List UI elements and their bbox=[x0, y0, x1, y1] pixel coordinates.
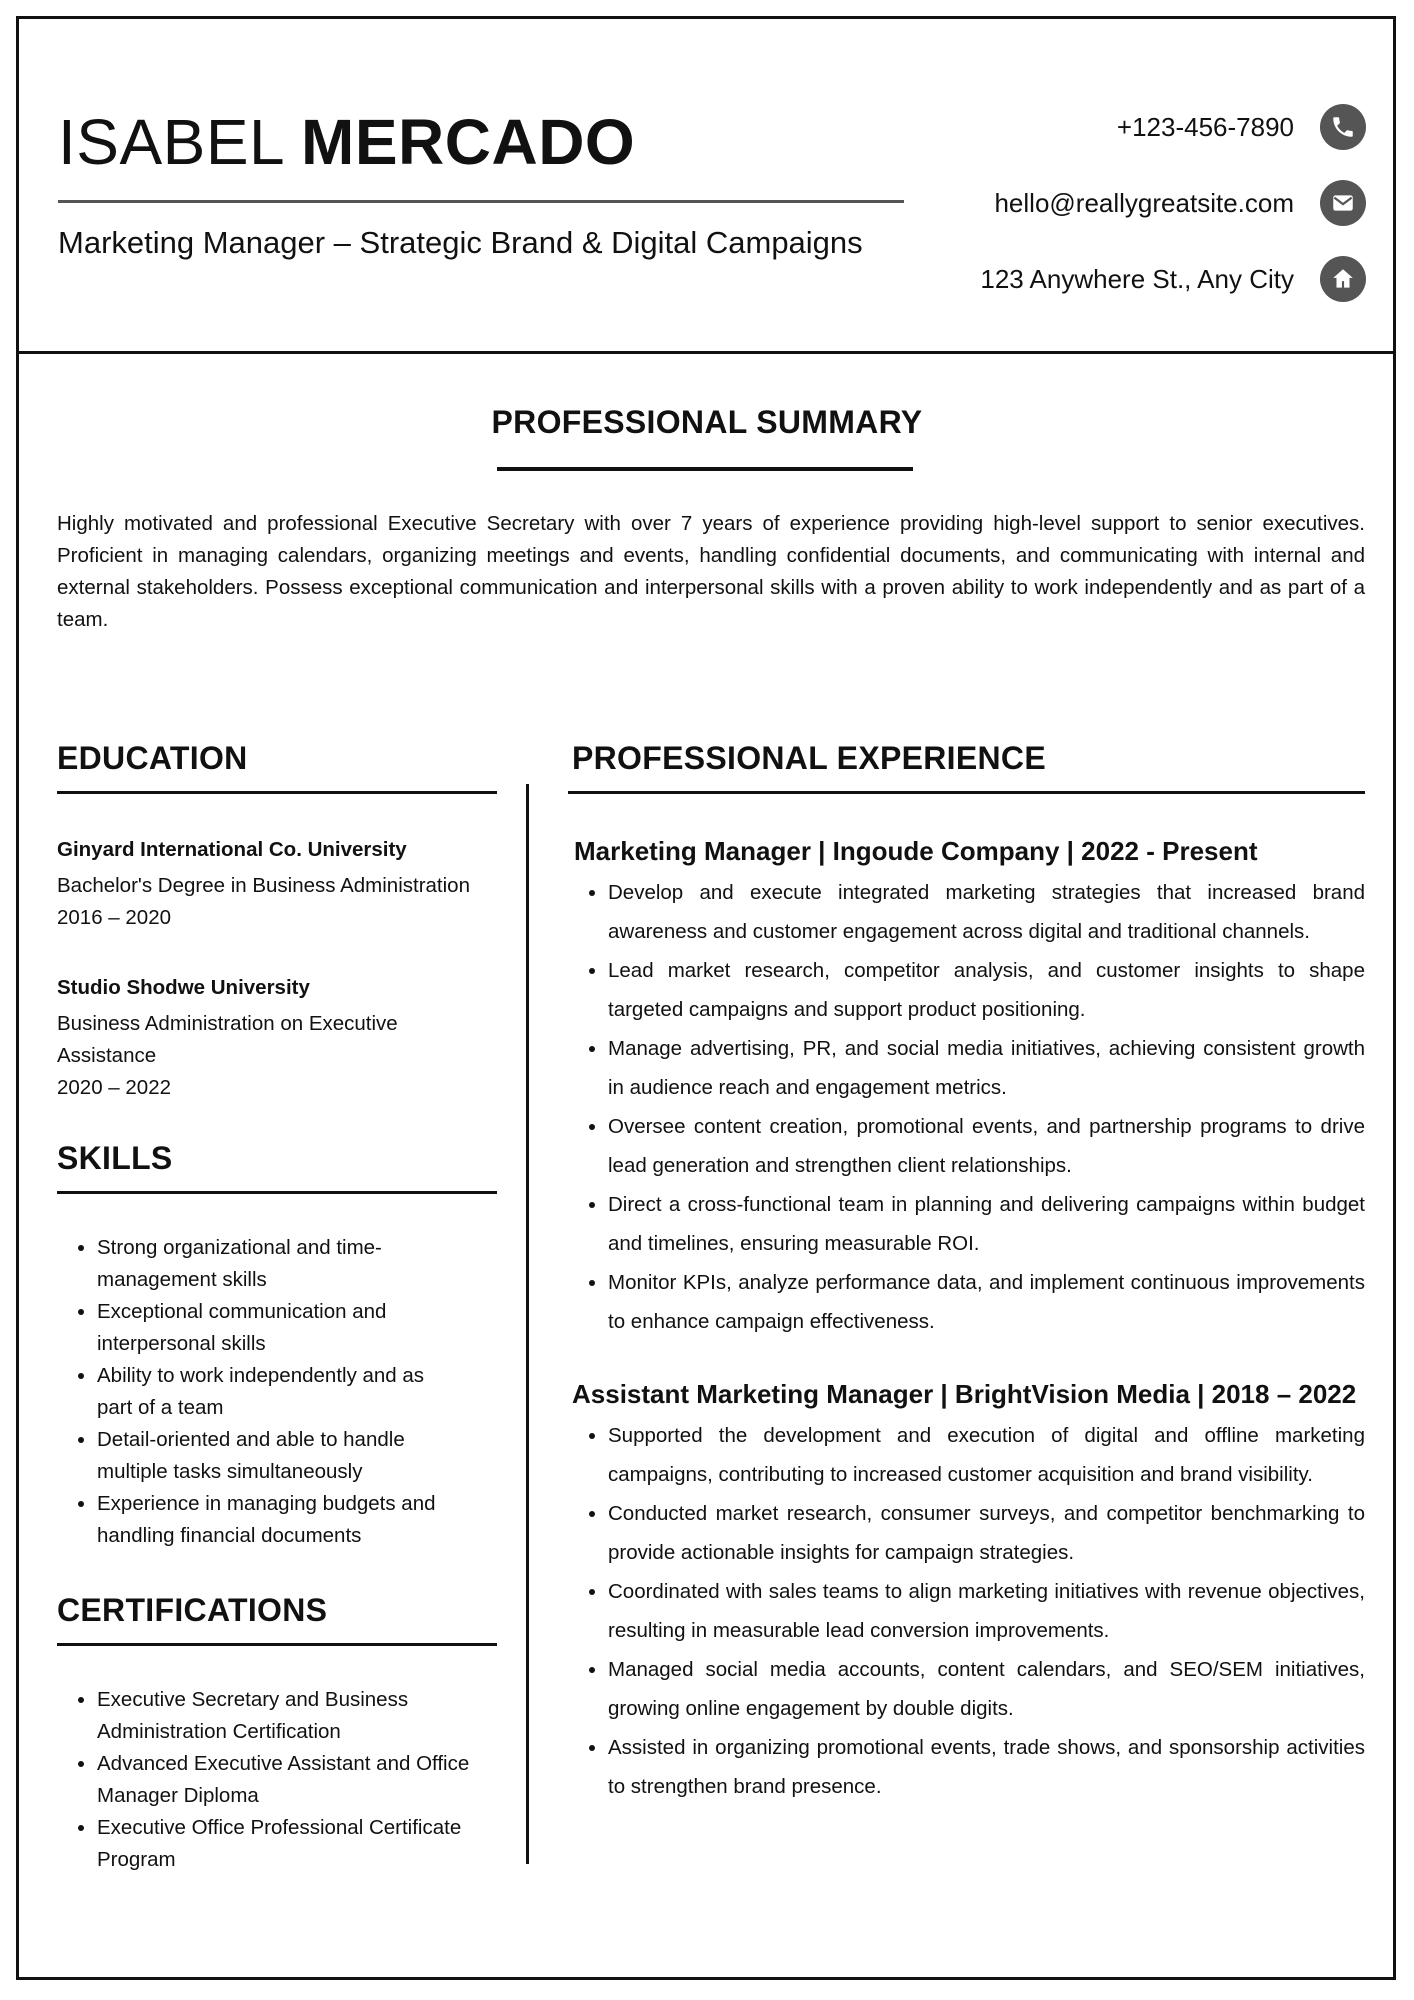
skills-title: SKILLS bbox=[57, 1140, 173, 1176]
job-heading: Marketing Manager | Ingoude Company | 2022 - Present bbox=[574, 836, 1258, 866]
name-underline bbox=[58, 200, 904, 203]
list-item: • Managed social media accounts, content calendars, and SEO/SEM initiatives, growing online engagement by double digits. bbox=[608, 1650, 1365, 1728]
list-item: • Detail-oriented and able to handle multiple tasks simultaneously bbox=[97, 1424, 437, 1488]
contact-phone bbox=[1117, 104, 1366, 150]
skills-section bbox=[57, 1140, 497, 1552]
list-item: • Direct a cross-functional team in planning and delivering campaigns within budget and timelines, ensuring measurable ROI. bbox=[608, 1185, 1365, 1263]
school-name: Studio Shodwe University bbox=[57, 976, 310, 999]
list-item: • Strong organizational and time-management skills bbox=[97, 1232, 437, 1296]
certifications-underline bbox=[57, 1643, 497, 1646]
contact-address bbox=[980, 256, 1366, 302]
job-bullets bbox=[568, 1416, 1365, 1806]
school-name: Ginyard International Co. University bbox=[57, 838, 407, 861]
degree: Bachelor's Degree in Business Administration bbox=[57, 874, 470, 897]
envelope-icon bbox=[1320, 180, 1366, 226]
list-item: • Oversee content creation, promotional events, and partnership programs to drive lead generation and strengthen client relationships. bbox=[608, 1107, 1365, 1185]
skills-list bbox=[57, 1232, 437, 1552]
education-entry bbox=[57, 976, 497, 1104]
list-item: • Coordinated with sales teams to align marketing initiatives with revenue objectives, resulting in measurable lead conversion improvements. bbox=[608, 1572, 1365, 1650]
list-item: • Supported the development and execution of digital and offline marketing campaigns, contributing to increased customer acquisition and brand visibility. bbox=[608, 1416, 1365, 1494]
list-item: • Manage advertising, PR, and social media initiatives, achieving consistent growth in audience reach and engagement metrics. bbox=[608, 1029, 1365, 1107]
list-item: • Assisted in organizing promotional events, trade shows, and sponsorship activities to strengthen brand presence. bbox=[608, 1728, 1365, 1806]
experience-section bbox=[568, 740, 1365, 1806]
certifications-list bbox=[57, 1684, 477, 1876]
list-item: • Advanced Executive Assistant and Office Manager Diploma bbox=[97, 1748, 477, 1812]
resume-header bbox=[16, 16, 1396, 354]
education-entry bbox=[57, 838, 497, 934]
list-item: • Develop and execute integrated marketing strategies that increased brand awareness and customer engagement across digital and traditional channels. bbox=[608, 873, 1365, 951]
list-item: • Executive Secretary and Business Administration Certification bbox=[97, 1684, 477, 1748]
list-item: • Executive Office Professional Certificate Program bbox=[97, 1812, 477, 1876]
skills-underline bbox=[57, 1191, 497, 1194]
job-bullets bbox=[568, 873, 1365, 1341]
summary-text: Highly motivated and professional Executive Secretary with over 7 years of experience providing high-level support to senior executives. Proficient in managing calendars, organizing meetings and events, handling confidential documents, and communicating with internal and external stakeholders. Possess exceptional communication and interpersonal skills with a proven ability to work independently and as part of a team. bbox=[57, 512, 1365, 631]
home-icon bbox=[1320, 256, 1366, 302]
column-divider bbox=[526, 784, 529, 1864]
list-item: • Conducted market research, consumer surveys, and competitor benchmarking to provide actionable insights for campaign strategies. bbox=[608, 1494, 1365, 1572]
education-title: EDUCATION bbox=[57, 740, 248, 776]
education-section bbox=[57, 740, 497, 1104]
summary-title: PROFESSIONAL SUMMARY bbox=[491, 404, 923, 440]
years: 2020 – 2022 bbox=[57, 1076, 172, 1099]
list-item: • Exceptional communication and interpersonal skills bbox=[97, 1296, 437, 1360]
certifications-title: CERTIFICATIONS bbox=[57, 1592, 328, 1628]
job-subtitle: Marketing Manager – Strategic Brand & Digital Campaigns bbox=[58, 225, 863, 260]
email-text[interactable]: hello@reallygreatsite.com bbox=[994, 187, 1294, 218]
last-name: MERCADO bbox=[301, 106, 636, 178]
list-item: • Ability to work independently and as part of a team bbox=[97, 1360, 437, 1424]
candidate-name bbox=[58, 106, 636, 178]
certifications-section bbox=[57, 1592, 497, 1876]
list-item: • Experience in managing budgets and handling financial documents bbox=[97, 1488, 437, 1552]
summary-underline bbox=[497, 467, 913, 471]
education-underline bbox=[57, 791, 497, 794]
right-column bbox=[568, 740, 1365, 1806]
list-item: • Lead market research, competitor analysis, and customer insights to shape targeted campaigns and support product positioning. bbox=[608, 951, 1365, 1029]
years: 2016 – 2020 bbox=[57, 906, 172, 929]
phone-text[interactable]: +123-456-7890 bbox=[1116, 111, 1294, 142]
degree: Business Administration on Executive Assistance bbox=[57, 1012, 398, 1067]
address-text: 123 Anywhere St., Any City bbox=[980, 263, 1294, 294]
left-column bbox=[57, 740, 497, 1876]
job-heading: Assistant Marketing Manager | BrightVision Media | 2018 – 2022 bbox=[572, 1379, 1357, 1409]
list-item: • Monitor KPIs, analyze performance data, and implement continuous improvements to enhance campaign effectiveness. bbox=[608, 1263, 1365, 1341]
phone-icon bbox=[1320, 104, 1366, 150]
first-name: ISABEL bbox=[58, 106, 283, 178]
experience-underline bbox=[568, 791, 1365, 794]
experience-title: PROFESSIONAL EXPERIENCE bbox=[572, 740, 1046, 776]
contact-email bbox=[994, 180, 1366, 226]
